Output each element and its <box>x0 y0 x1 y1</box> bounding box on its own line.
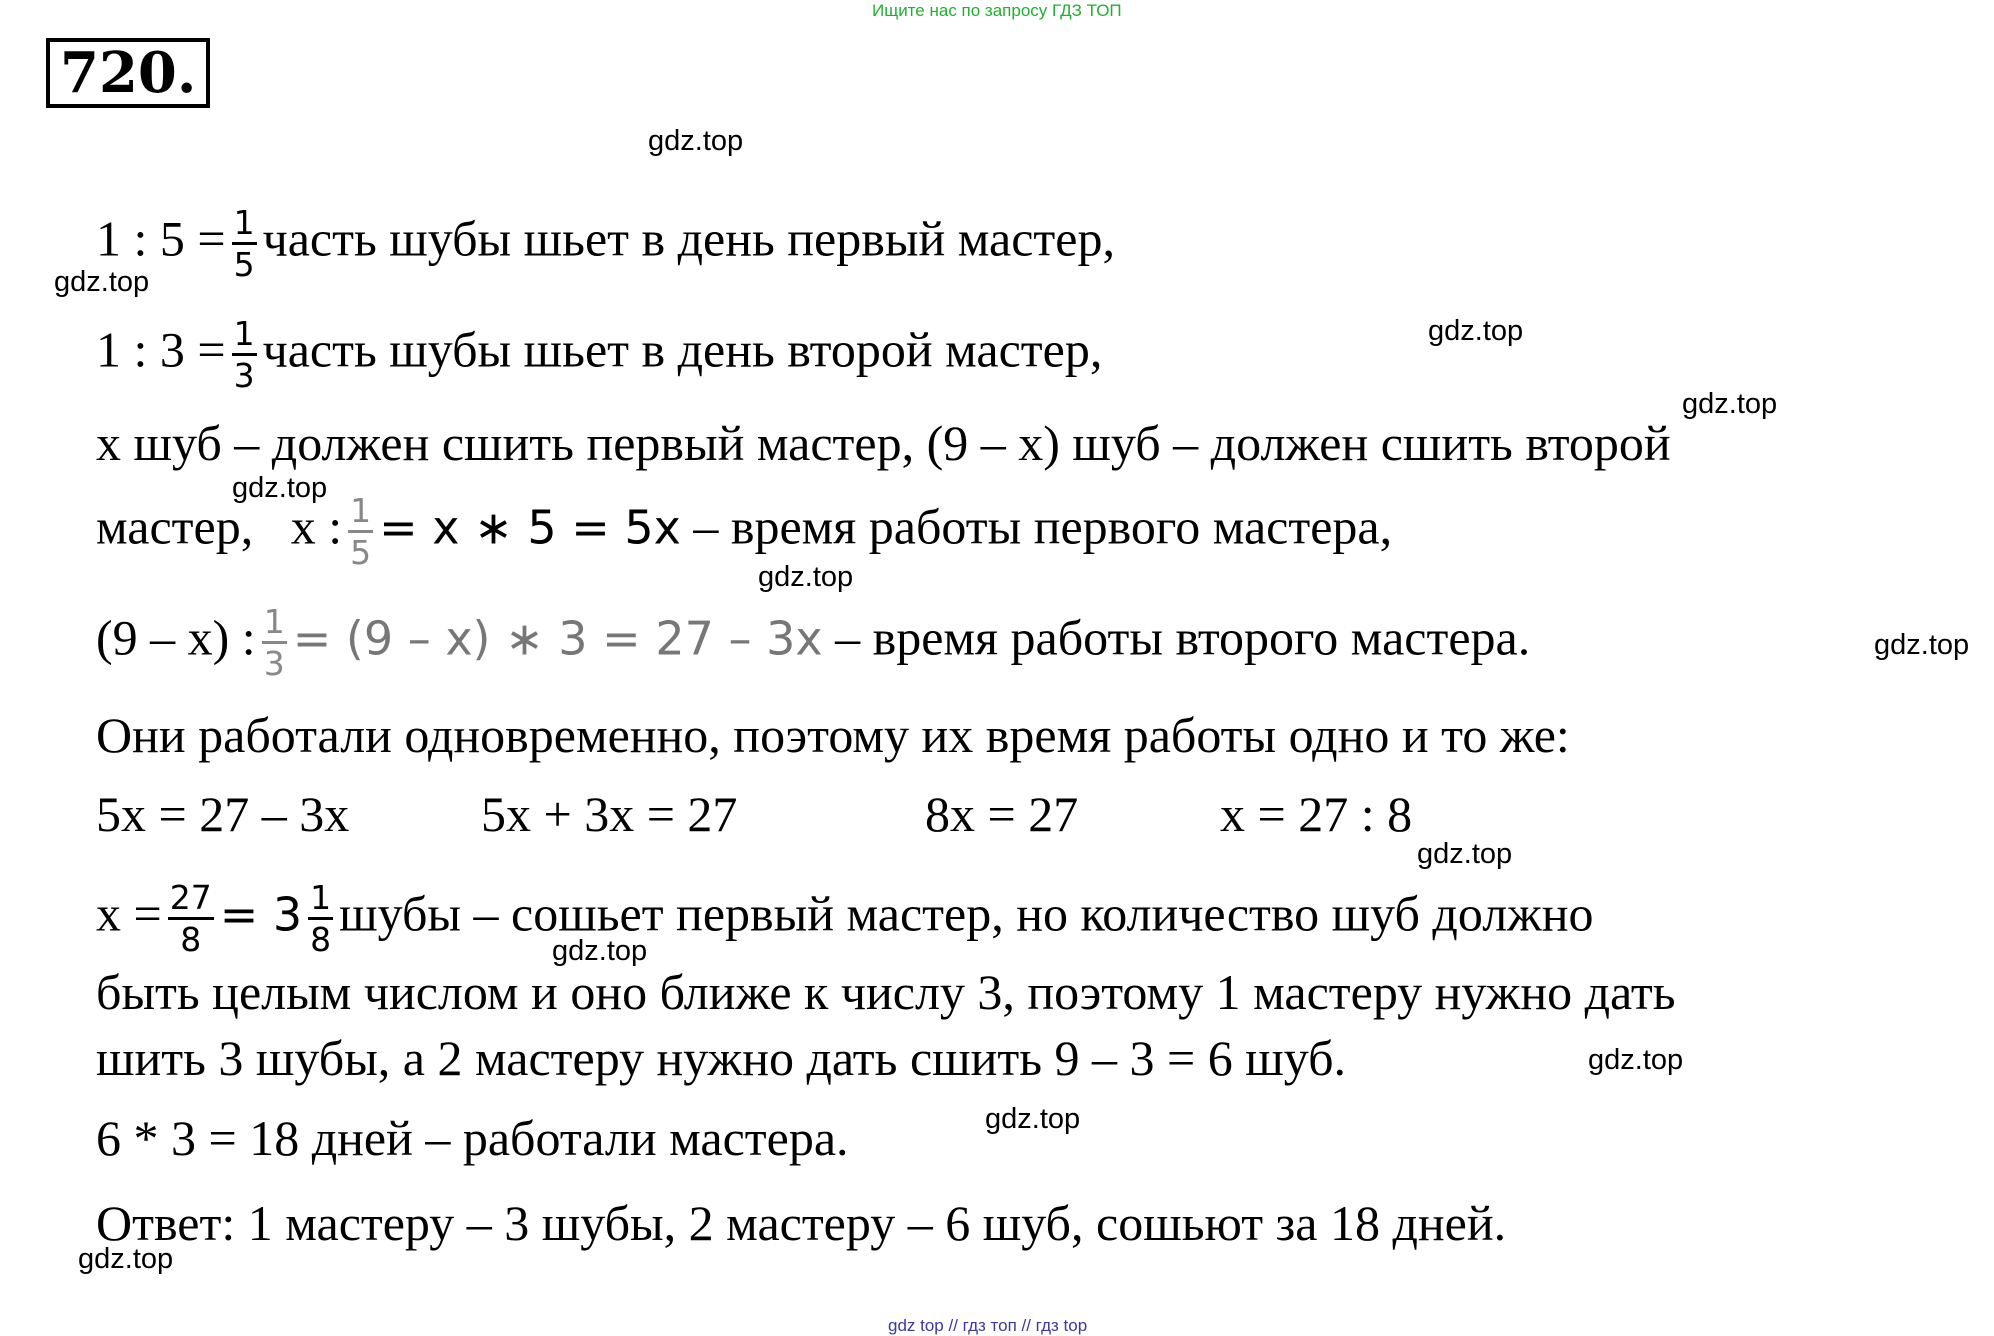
line-text: часть шубы шьет в день второй мастер, <box>262 321 1103 378</box>
fraction-denominator: 3 <box>263 644 285 683</box>
line-text: шубы – сошьет первый мастер, но количество шуб должно <box>339 885 1594 942</box>
solution-line-10 <box>96 1028 1346 1088</box>
solution-line-11 <box>96 1108 849 1168</box>
mixed-number-whole: = 3 <box>219 887 303 942</box>
fraction-numerator: 1 <box>232 316 257 356</box>
watermark: gdz.top <box>1874 629 1970 661</box>
fraction-denominator: 5 <box>233 245 255 284</box>
fraction-denominator: 8 <box>310 920 332 959</box>
solution-line-7 <box>96 784 349 844</box>
search-hint: Ищите нас по запросу ГДЗ ТОП <box>872 1 1122 20</box>
fraction-numerator: 1 <box>308 880 333 920</box>
watermark: gdz.top <box>1417 838 1513 870</box>
solution-line-5 <box>96 604 1530 682</box>
fraction-denominator: 5 <box>350 533 372 572</box>
fraction <box>232 316 257 394</box>
equation-lhs: (9 – х) : <box>96 609 256 666</box>
watermark: gdz.top <box>54 266 150 298</box>
watermark: gdz.top <box>1588 1044 1684 1076</box>
line-text: Они работали одновременно, поэтому их время работы одно и то же: <box>96 707 1570 763</box>
answer-line <box>96 1193 1506 1253</box>
equation-lhs: х = <box>96 885 162 942</box>
watermark: gdz.top <box>1682 388 1778 420</box>
equation-rhs: = (9 – x) ∗ 3 = 27 – 3x <box>292 611 823 666</box>
fraction-numerator: 27 <box>168 880 214 920</box>
equation: 5х = 27 – 3х <box>96 786 350 842</box>
problem-number: 720. <box>46 38 210 108</box>
fraction-numerator: 1 <box>232 205 257 245</box>
equation: х = 27 : 8 <box>1220 786 1413 842</box>
fraction <box>308 880 333 958</box>
watermark: gdz.top <box>78 1243 174 1275</box>
equation-lhs: 1 : 5 = <box>96 210 226 267</box>
line-text: – время работы второго мастера. <box>835 609 1531 666</box>
equation-lhs: 1 : 3 = <box>96 321 226 378</box>
fraction <box>232 205 257 283</box>
fraction <box>168 880 214 958</box>
line-text: 6 * 3 = 18 дней – работали мастера. <box>96 1110 849 1166</box>
footer-links: gdz top // гдз топ // гдз top <box>888 1316 1088 1335</box>
solution-line-1 <box>96 205 1115 283</box>
watermark: gdz.top <box>1428 315 1524 347</box>
watermark: gdz.top <box>985 1103 1081 1135</box>
fraction-numerator: 1 <box>262 604 287 644</box>
solution-line-4 <box>96 493 1392 571</box>
line-text: – время работы первого мастера, <box>693 498 1393 555</box>
equation-rhs: = x ∗ 5 = 5x <box>379 500 681 555</box>
equation: 8х = 27 <box>925 786 1079 842</box>
fraction <box>262 604 287 682</box>
solution-line-6 <box>96 705 1570 765</box>
equation-lhs: x : <box>290 498 343 555</box>
answer-text: Ответ: 1 мастеру – 3 шубы, 2 мастеру – 6 шуб, сошьют за 18 дней. <box>96 1195 1507 1251</box>
watermark: gdz.top <box>232 472 328 504</box>
watermark: gdz.top <box>648 125 744 157</box>
line-text: мастер, <box>96 498 254 555</box>
line-text: часть шубы шьет в день первый мастер, <box>262 210 1115 267</box>
line-text: х шуб – должен сшить первый мастер, (9 – х) шуб – должен сшить второй <box>96 415 1671 471</box>
equation: 5х + 3х = 27 <box>481 786 738 842</box>
solution-line-9 <box>96 962 1676 1022</box>
line-text: шить 3 шубы, а 2 мастеру нужно дать сшить 9 – 3 = 6 шуб. <box>96 1030 1347 1086</box>
watermark: gdz.top <box>758 561 854 593</box>
solution-line-3 <box>96 413 1671 473</box>
solution-line-8 <box>96 880 1593 958</box>
solution-line-2 <box>96 316 1102 394</box>
line-text: быть целым числом и оно ближе к числу 3, поэтому 1 мастеру нужно дать <box>96 964 1676 1020</box>
watermark: gdz.top <box>552 935 648 967</box>
fraction-numerator: 1 <box>348 493 373 533</box>
fraction <box>348 493 373 571</box>
fraction-denominator: 8 <box>180 920 202 959</box>
fraction-denominator: 3 <box>233 356 255 395</box>
